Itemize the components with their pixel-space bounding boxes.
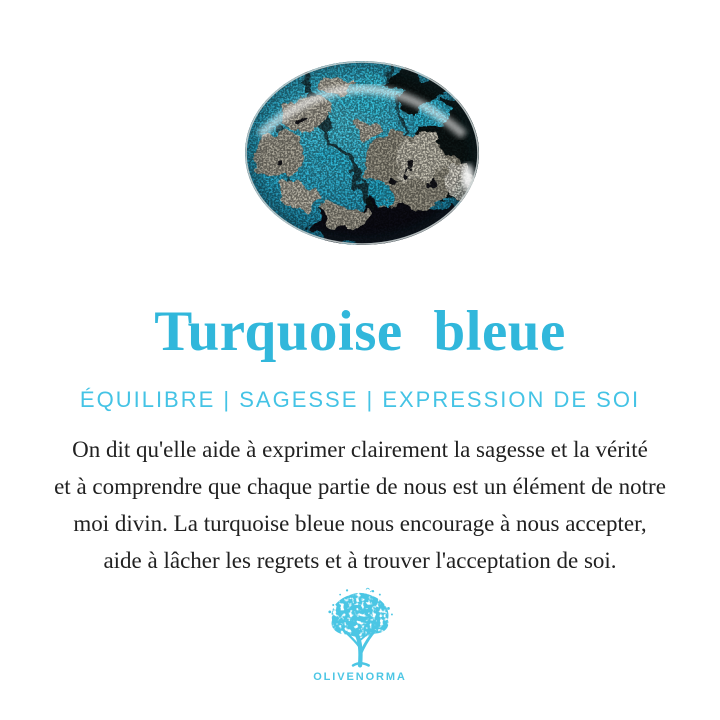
turquoise-stone-image	[242, 57, 482, 249]
keywords-subtitle: ÉQUILIBRE | SAGESSE | EXPRESSION DE SOI	[79, 387, 641, 412]
description-line: et à comprendre que chaque partie de nous est un élément de notre	[54, 474, 666, 499]
tree-foliage	[332, 593, 389, 637]
description-text	[0, 431, 720, 579]
stone-illustration	[242, 57, 482, 249]
tree-logo-icon	[320, 586, 400, 668]
description-line: aide à lâcher les regrets et à trouver l'acceptation de soi.	[103, 548, 617, 573]
page-title: Turquoise bleue	[154, 300, 566, 363]
description-line: On dit qu'elle aide à exprimer clairement la sagesse et la vérité	[72, 437, 648, 462]
brand-logo-block	[0, 586, 720, 684]
brand-name: OLIVENORMA	[313, 671, 407, 683]
description-line: moi divin. La turquoise bleue nous encourage à nous accepter,	[73, 511, 647, 536]
